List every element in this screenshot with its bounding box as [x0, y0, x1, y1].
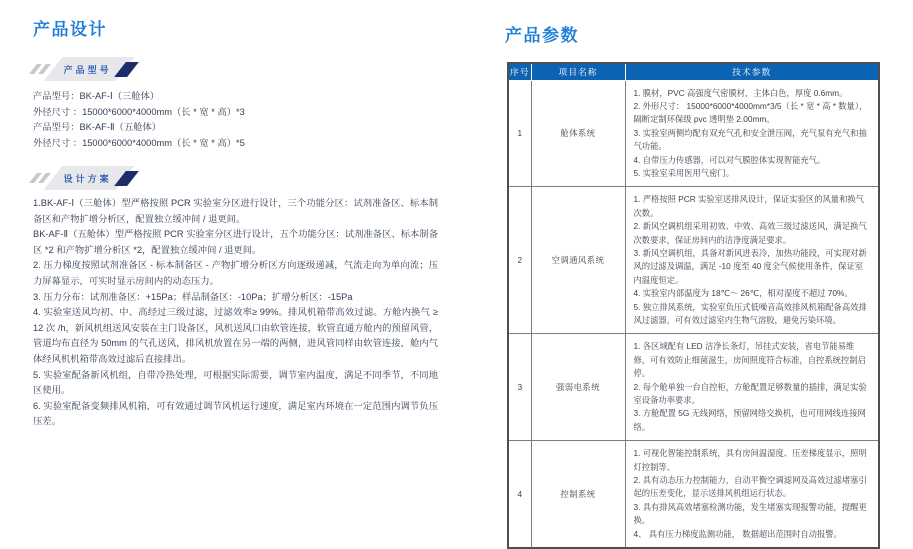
model-spec-line: 产品型号：BK-AF-Ⅱ（五舱体）: [33, 122, 162, 133]
param-line: 3. 实验室两侧均配有双充气孔和安全泄压阀，充气泵有充气和抽气功能。: [633, 127, 867, 152]
table-row: [508, 187, 879, 334]
tech-params-cell: [625, 441, 879, 548]
item-name-cell: 控制系统: [531, 441, 625, 548]
design-plan-paragraphs: [33, 196, 438, 430]
header-item-name: 项目名称: [531, 63, 625, 80]
product-model-badge: [33, 60, 133, 78]
model-spec-line: 外径尺寸 ：15000*6000*4000mm（长 * 宽 * 高）*3: [33, 106, 245, 117]
table-row: [508, 80, 879, 187]
design-paragraph: 1.BK-AF-Ⅰ（三舱体）型严格按照 PCR 实验室分区进行设计，三个功能分区：试剂准备区、标本制备区和产物扩增分析区，配置独立缓冲间 / 退更间。: [33, 198, 438, 224]
design-paragraph: 5. 实验室配备新风机组，自带冷热处理，可根据实际需要，调节室内温度，满足不同季节，不同地区使用。: [33, 369, 438, 396]
design-paragraph: 3. 压力分布：试剂准备区：+15Pa；样品制备区：-10Pa；扩增分析区：-15Pa: [33, 291, 353, 302]
param-line: 2. 外形尺寸： 15000*6000*4000mm*3/5（长 * 宽 * 高 * 数量），隔断定制环保级 pvc 透明垫 2.00mm。: [633, 100, 868, 125]
row-index-cell: 1: [508, 80, 531, 187]
param-line: 2. 具有动态压力控制能力，自动平衡空调滤网及高效过滤堵塞引起的压差变化，显示送排风机组运行状态。: [633, 475, 867, 499]
row-index-cell: 4: [508, 441, 531, 548]
param-line: 4、 具有压力梯度监测功能， 数据超出范围时自动报警。: [633, 528, 842, 539]
model-spec-line: 外径尺寸 ：15000*6000*4000mm（长 * 宽 * 高）*5: [33, 137, 245, 148]
table-row: [508, 441, 879, 548]
header-tech-params: 技术参数: [625, 63, 879, 80]
item-name-cell: 舱体系统: [531, 80, 625, 187]
left-page-title: 产品设计: [33, 20, 107, 39]
param-line: 1. 可视化智能控制系统，具有房间温湿度、压差梯度显示，照明灯控制等。: [633, 448, 867, 472]
table-row: [508, 334, 879, 441]
param-line: 2. 每个舱单独一台自控柜，方舱配置足够数量的插排，满足实验室设备功率要求。: [633, 381, 867, 406]
row-index-cell: 3: [508, 334, 531, 441]
item-name-cell: 强弱电系统: [531, 334, 625, 441]
item-name-cell: 空调通风系统: [531, 187, 625, 334]
param-line: 3. 具有排风高效堵塞检测功能，发生堵塞实现报警功能，提醒更换。: [633, 501, 867, 526]
design-plan-badge: [33, 169, 133, 187]
badge-label: 设计方案: [63, 174, 112, 184]
param-line: 1. 严格按照 PCR 实验室送排风设计，保证实验区的风量和换气次数。: [633, 194, 864, 218]
design-paragraph: 2. 压力梯度按照试剂准备区 - 标本制备区 - 产物扩增分析区方向逐级递减，气流走向为单向流；压力屏幕显示，可实时显示房间内的动态压力。: [33, 260, 438, 286]
model-spec-line: 产品型号：BK-AF-Ⅰ（三舱体）: [33, 91, 160, 101]
tech-params-cell: [625, 334, 879, 441]
parameters-table: [507, 62, 880, 549]
design-paragraph: BK-AF-Ⅱ（五舱体）型严格按照 PCR 实验室分区进行设计，五个功能分区：试剂准备区、标本制备区 *2 和产物扩增分析区 *2，配置独立缓冲间 / 退更间。: [33, 229, 438, 255]
tech-params-cell: [625, 187, 879, 334]
param-line: 3. 方舱配置 5G 无线网络，预留网络交换机，也可用网线连接网络。: [633, 408, 866, 432]
design-paragraph: 4. 实验室送风均初、中、高经过三级过滤，过滤效率≥ 99%。排风机箱带高效过滤。方舱内换气 ≥ 12 次 /h，新风机组送风安装在主门设备区，风机送风口由软管连接，软管直通方舱内的预留风管，管道均布直径为 50mm 的气孔送风，排风机放置在另一端的两侧，进风管同样由软管连接，舱内气体经风机机箱带高效过滤后直接排出。: [33, 307, 438, 364]
design-paragraph: 6. 实验室配备变频排风机箱，可有效通过调节风机运行速度，满足室内环境在一定范围内调节负压压差。: [33, 400, 438, 427]
param-line: 2. 新风空调机组采用初效、中效、高效三级过滤送风，满足换气次数要求，保证房间内的洁净度满足要求。: [633, 221, 867, 245]
model-spec-lines: [33, 89, 437, 151]
param-line: 3. 新风空调机组，具备对新风进表冷，加热功能段，可实现对新风的过滤及调温，满足 -10 度至 40 度全气候使用条件，保证室内温度恒定。: [633, 247, 867, 285]
badge-label: 产品型号: [63, 65, 112, 75]
right-page-title: 产品参数: [505, 26, 579, 45]
param-line: 1. 膜材，PVC 高强度气密膜材，主体白色，厚度 0.6mm。: [633, 87, 848, 98]
param-line: 4. 实验室内部温度为 18℃～ 26℃，相对湿度不超过 70%。: [633, 288, 853, 299]
table-header: [508, 63, 879, 80]
param-line: 1. 各区域配有 LED 洁净长条灯，吊挂式安装，省电节能易维修，可有效防止细菌滋生，房间照度符合标准，自控系统控制启停。: [633, 341, 866, 379]
param-line: 4. 自带压力传感器，可以对气膜腔体实现智能充气。: [633, 154, 826, 165]
tech-params-cell: [625, 80, 879, 187]
param-line: 5. 独立排风系统，实验室负压式低噪音高效排风机箱配备高效排风过滤器，可有效过滤室内生物气溶胶，避免污染环境。: [633, 301, 867, 325]
param-line: 5. 实验室采用医用气密门。: [633, 167, 734, 178]
row-index-cell: 2: [508, 187, 531, 334]
header-index: 序号: [508, 63, 531, 80]
